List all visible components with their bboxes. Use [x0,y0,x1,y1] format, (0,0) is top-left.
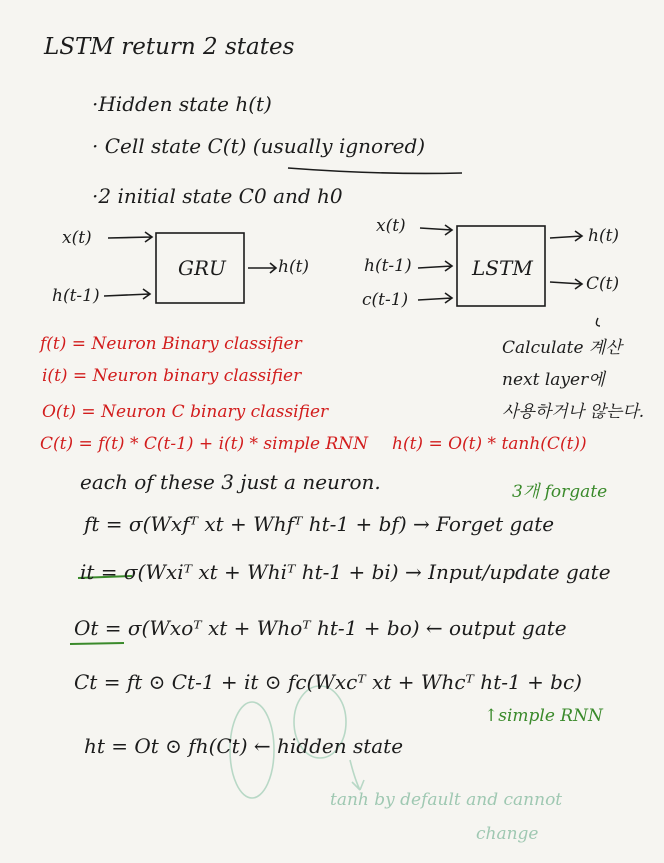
lstm-arrow-cout [550,279,582,289]
neuron-green-note: 3개 forgate [512,482,608,502]
lstm-arrow-hout [550,231,582,241]
bullet-cell-state: · Cell state C(t) (usually ignored) [92,134,426,158]
bullet-initial-state: ·2 initial state C0 and h0 [92,184,343,208]
bullet-hidden-state: ·Hidden state h(t) [92,92,272,116]
lstm-arrow-x [420,225,452,235]
red-eq-it: i(t) = Neuron binary classifier [42,366,302,386]
simple-rnn-note: ↑simple RNN [484,706,603,726]
page-heading: LSTM return 2 states [44,34,295,60]
lstm-arrow-h [418,261,452,271]
gru-arrow-out [248,263,276,273]
lstm-input-c: c(t-1) [362,290,409,310]
lstm-output-c: C(t) [586,274,620,294]
lstm-input-x: x(t) [376,216,406,236]
gru-arrow-x [108,232,152,242]
neuron-line: each of these 3 just a neuron. [80,470,381,494]
note-line-1: Calculate 계산 [502,338,622,358]
lstm-box-label: LSTM [472,256,533,280]
tanh-note-2: change [476,824,539,844]
green-underline-ot [70,643,124,644]
red-eq-ot: O(t) = Neuron C binary classifier [42,402,329,422]
lstm-output-h: h(t) [588,226,620,246]
eq-cell-state: Ct = ft ⊙ Ct-1 + it ⊙ fc(Wxcᵀ xt + Whcᵀ ht-1 + bc) [74,670,582,694]
gru-input-h: h(t-1) [52,286,100,306]
gru-box-label: GRU [178,256,226,280]
tanh-note-1: tanh by default and cannot [330,790,563,810]
red-eq-ft: f(t) = Neuron Binary classifier [40,334,302,354]
note-line-3: 사용하거나 않는다. [502,402,645,422]
eq-hidden-state: ht = Ot ⊙ fh(Ct) ← hidden state [84,734,404,758]
lstm-arrow-c [418,293,452,303]
note-line-2: next layer에 [502,370,605,390]
lstm-input-h: h(t-1) [364,256,412,276]
curl-stroke [596,318,600,326]
eq-forget-gate: ft = σ(Wxfᵀ xt + Whfᵀ ht-1 + bf) → Forget gate [84,512,555,536]
gru-arrow-h [104,289,150,299]
red-eq-ct: C(t) = f(t) * C(t-1) + i(t) * simple RNN [40,434,369,454]
underline-stroke [288,168,462,173]
eq-input-gate: it = σ(Wxiᵀ xt + Whiᵀ ht-1 + bi) → Input/update gate [80,560,611,584]
gru-output-h: h(t) [278,257,310,277]
gru-input-x: x(t) [62,228,92,248]
eq-output-gate: Ot = σ(Wxoᵀ xt + Whoᵀ ht-1 + bo) ← output gate [74,616,567,640]
red-eq-ht: h(t) = O(t) * tanh(C(t)) [392,434,587,454]
faint-arrow [350,760,364,790]
